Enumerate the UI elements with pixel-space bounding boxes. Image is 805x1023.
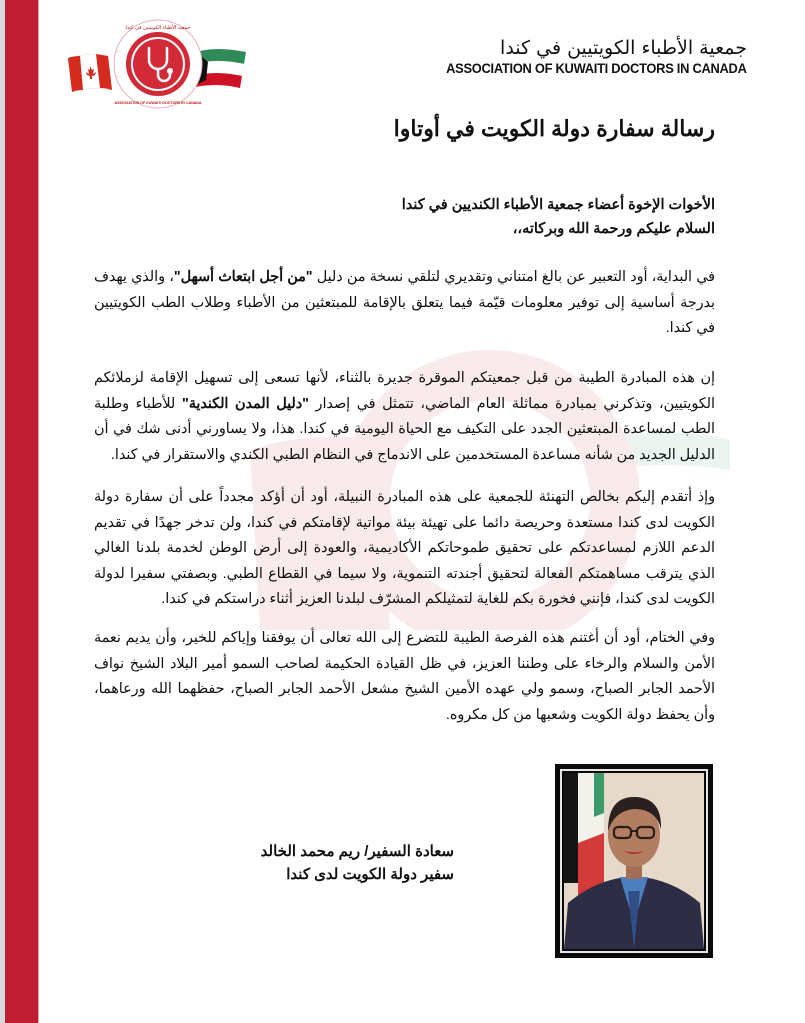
ambassador-photo-frame <box>555 764 713 958</box>
guide-name-canadian-cities: "دليل المدن الكندية" <box>181 395 309 412</box>
left-accent-bar <box>5 0 38 1023</box>
signature-block <box>261 840 454 886</box>
guide-name-easier-scholarship: "من أجل ابتعاث أسهل" <box>173 269 313 285</box>
paragraph-1 <box>94 265 715 342</box>
canada-flag-icon <box>68 54 112 92</box>
paragraph-3-text: وإذ أتقدم إليكم بخالص التهنئة للجمعية على هذه المبادرة النبيلة، أود أن أؤكد مجدداً على أن سفارة دولة الكويت لدى كندا مستعدة وحريصة دائما على تهيئة بيئة مواتية لإقامتكم في كندا، ولن تدخر جهدًا في تقديم الدعم اللازم لمساعدتكم على تحقيق طموحاتكم الأكاديمية، والعودة إلى أرض الوطن لخدمة بلدنا الغالي الذي يترقب مساهمتكم الفعالة لتحقيق أجندته التنموية، ولا سيما في القطاع الطبي. وبصفتي سفيرا لدولة الكويت لدى كندا، فإنني فخورة بكم للغاية لتمثيلكم المشرّف لبلدنا العزيز أثناء دراستكم في كندا. <box>94 489 715 607</box>
paragraph-4-text: وفي الختام، أود أن أغتنم هذه الفرصة الطيبة للتضرع إلى الله تعالى أن يوفقنا وإياكم للخير، وأن يديم نعمة الأمن والسلام والرخاء على وطننا العزيز، في ظل القيادة الحكيمة لصاحب السمو أمير البلاد الشيخ نواف الأحمد الجابر الصباح، وسمو ولي عهده الأمين الشيخ مشعل الأحمد الجابر الصباح، حفظهما الله ورعاهما، وأن يحفظ دولة الكويت وشعبها من كل مكروه. <box>94 630 715 723</box>
association-logo <box>66 18 250 110</box>
organization-name <box>420 36 747 76</box>
organization-name-en: ASSOCIATION OF KUWAITI DOCTORS IN CANADA <box>446 60 747 76</box>
salutation <box>94 193 715 241</box>
salutation-recipients: الأخوات الإخوة أعضاء جمعية الأطباء الكنديين في كندا <box>401 197 715 213</box>
paragraph-2-text-start: إن هذه المبادرة الطيبة من قبل جمعيتكم الموقرة جديرة بالثناء، لأنها تسعى إلى تسهيل الإقامة لزملائكم الكويتيين، وتذكرني بمبادرة مماثلة العام الماضي، تتمثل في إصدار <box>94 370 715 412</box>
logo-ring-text-ar: جمعية الأطباء الكويتيين في كندا <box>125 25 191 31</box>
salutation-greeting: السلام عليكم ورحمة الله وبركاته،، <box>512 221 715 237</box>
paragraph-1-text-start: في البداية، أود التعبير عن بالغ امتناني وتقديري لتلقي نسخة من دليل <box>312 269 715 285</box>
ambassador-portrait <box>564 773 704 949</box>
paragraph-4 <box>94 626 715 728</box>
paragraph-1-text-end: ، والذي يهدف بدرجة أساسية إلى توفير معلومات قيّمة فيما يتعلق بالإقامة للمبتعثين من الأطباء وطلاب الطب الكويتيين في كندا. <box>94 269 715 336</box>
ambassador-title: سفير دولة الكويت لدى كندا <box>286 866 454 883</box>
paragraph-3 <box>94 485 715 613</box>
logo-ring-text-en: ASSOCIATION OF KUWAITI DOCTORS IN CANADA <box>114 101 202 105</box>
stethoscope-emblem-icon <box>114 20 202 108</box>
ambassador-name: سعادة السفير/ ريم محمد الخالد <box>260 843 454 860</box>
organization-name-ar: جمعية الأطباء الكويتيين في كندا <box>500 37 747 59</box>
paragraph-2-text-end: للأطباء وطلبة الطب لمساعدة المبتعثين الجدد على التكيف مع الحياة اليومية في كندا. هذا، ولا يساورني أدنى شك في أن الدليل الجديد من شأنه مساعدة المستخدمين على الاندماج في النظام الطبي الكندي والاستقرار في كندا. <box>94 395 715 463</box>
letter-title: رسالة سفارة دولة الكويت في أوتاوا <box>393 116 715 141</box>
paragraph-2 <box>94 366 715 468</box>
left-accent-line <box>38 0 39 1023</box>
